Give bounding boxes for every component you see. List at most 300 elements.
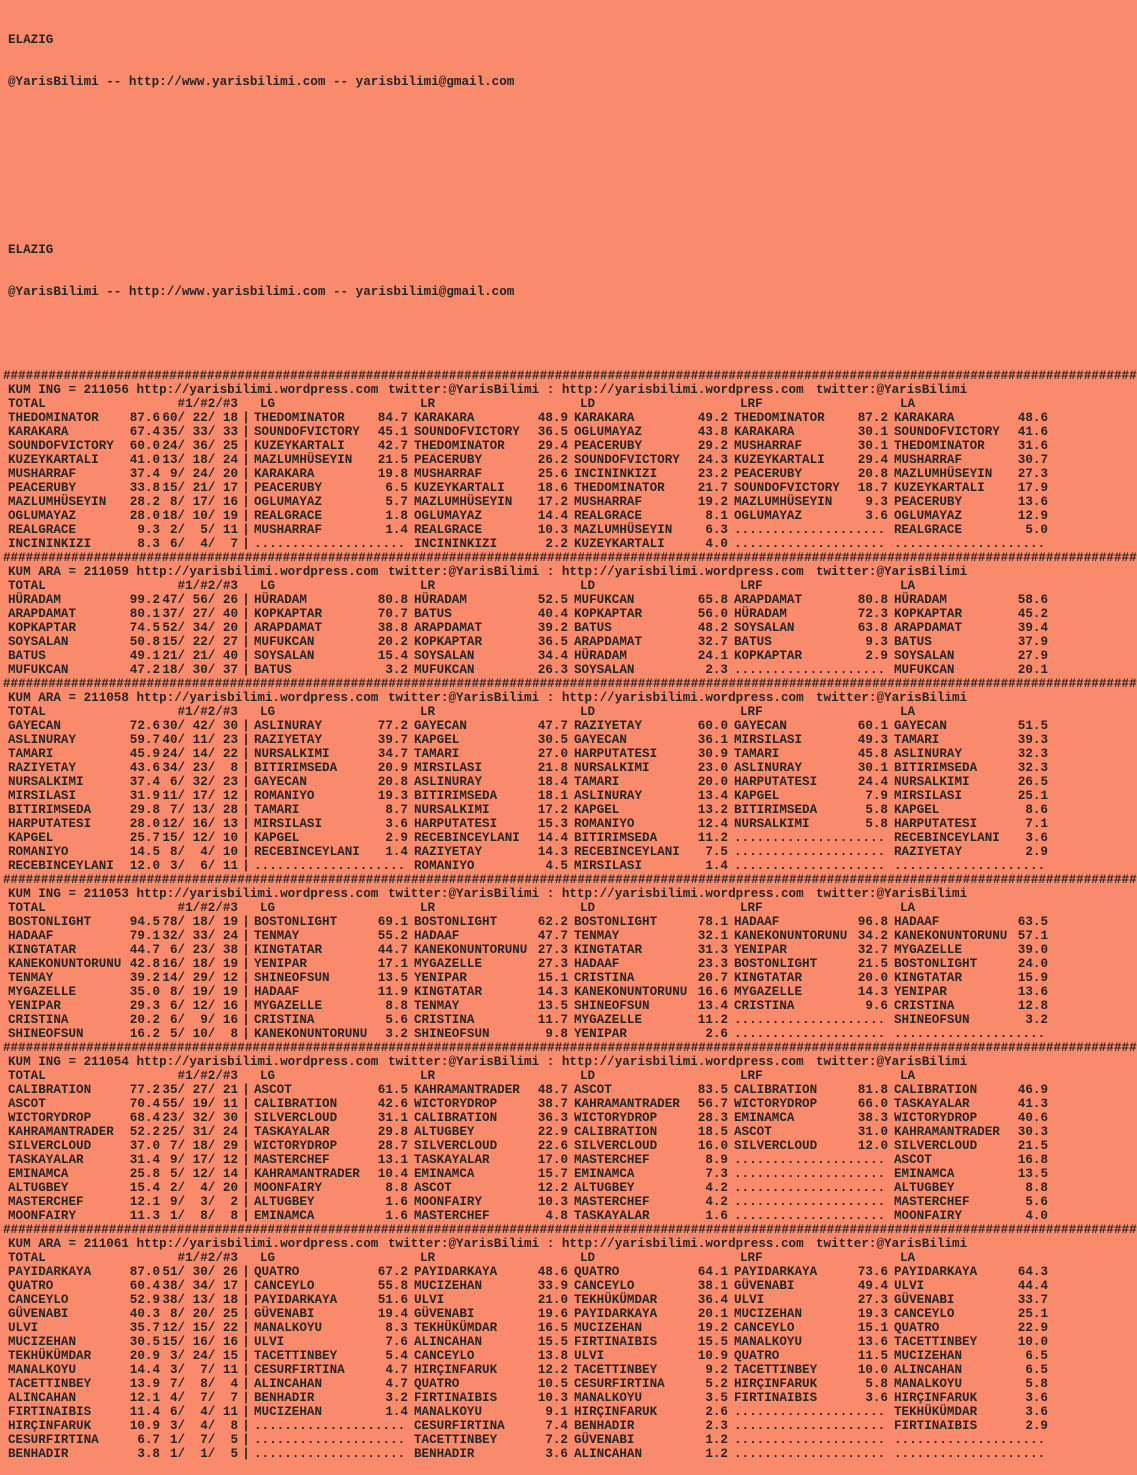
pair-ld [574, 1307, 728, 1321]
column-divider: | [242, 1167, 250, 1181]
pair-la [894, 1153, 1048, 1167]
rank-counts: 1/ 1/ 5 [162, 1447, 238, 1461]
lr-entry-name: CRISTINA [414, 1013, 475, 1027]
total-score: 35.7 [129, 1321, 160, 1335]
pair-lr [414, 1097, 568, 1111]
ld-score: 56.0 [697, 607, 728, 621]
la-score: 22.9 [1017, 1321, 1048, 1335]
lg-entry-name: KINGTATAR [254, 943, 323, 957]
total-score: 43.6 [129, 761, 160, 775]
column-header-row [0, 1251, 1073, 1265]
pair-lr [414, 509, 568, 523]
lrf-entry-name: GAYECAN [734, 719, 787, 733]
table-row [0, 957, 1073, 971]
lr-entry-name: KUZEYKARTALI [414, 481, 505, 495]
lrf-entry-name: MYGAZELLE [734, 985, 803, 999]
pair-ld [574, 761, 728, 775]
pair-lrf [734, 985, 888, 999]
pair-la [894, 719, 1048, 733]
la-entry-name: EMINAMCA [894, 1167, 955, 1181]
pair-lr [414, 1447, 568, 1461]
table-row [0, 817, 1073, 831]
total-score: 40.3 [129, 1307, 160, 1321]
table-row [0, 1013, 1073, 1027]
column-divider: | [242, 1349, 250, 1363]
lrf-entry-name: MAZLUMHÜSEYIN [734, 495, 833, 509]
lg-score: 20.9 [377, 761, 408, 775]
pair-lg [254, 845, 408, 859]
la-score: 39.4 [1017, 621, 1048, 635]
lr-score: 39.2 [537, 621, 568, 635]
col-header-lrf: LRF [740, 397, 763, 411]
pair-ld [574, 831, 728, 845]
lrf-score: 30.1 [857, 439, 888, 453]
empty-entry-dots: .................... [734, 537, 886, 551]
col-header-ranks: #1/#2/#3 [177, 397, 238, 411]
ld-score: 29.2 [697, 439, 728, 453]
col-header-lrf: LRF [740, 1251, 763, 1265]
pair-ld [574, 789, 728, 803]
lr-score: 14.3 [537, 845, 568, 859]
lg-entry-name: THEDOMINATOR [254, 411, 345, 425]
lg-entry-name: HADAAF [254, 985, 300, 999]
column-divider: | [242, 467, 250, 481]
lg-score: 5.4 [385, 1349, 408, 1363]
lr-score: 10.5 [537, 1377, 568, 1391]
pair-la [894, 985, 1048, 999]
table-row [0, 1125, 1073, 1139]
column-divider: | [242, 1391, 250, 1405]
la-score: 44.4 [1017, 1279, 1048, 1293]
rank-counts: 8/ 20/ 25 [162, 1307, 238, 1321]
lrf-entry-name: BITIRIMSEDA [734, 803, 818, 817]
lrf-entry-name: YENIPAR [734, 943, 787, 957]
ld-score: 2.3 [705, 663, 728, 677]
ld-score: 24.1 [697, 649, 728, 663]
table-row [0, 411, 1073, 425]
total-score: 41.0 [129, 453, 160, 467]
table-row [0, 1433, 1073, 1447]
column-divider: | [242, 1419, 250, 1433]
table-row [0, 495, 1073, 509]
pair-ld [574, 663, 728, 677]
la-entry-name: KARAKARA [894, 411, 955, 425]
table-row [0, 831, 1073, 845]
lrf-score: 19.3 [857, 1307, 888, 1321]
la-entry-name: MAZLUMHÜSEYIN [894, 467, 993, 481]
pair-ld [574, 537, 728, 551]
pair-la [894, 831, 1048, 845]
pair-lg [254, 943, 408, 957]
lr-entry-name: HÜRADAM [414, 593, 467, 607]
total-score: 52.9 [129, 1293, 160, 1307]
lr-entry-name: GAYECAN [414, 719, 467, 733]
lg-entry-name: BITIRIMSEDA [254, 761, 338, 775]
la-entry-name: KOPKAPTAR [894, 607, 963, 621]
pair-la [894, 411, 1048, 425]
lr-entry-name: MOONFAIRY [414, 1195, 483, 1209]
lr-score: 26.2 [537, 453, 568, 467]
pair-la [894, 1111, 1048, 1125]
lrf-entry-name: KUZEYKARTALI [734, 453, 825, 467]
entry-name: TAMARI [8, 747, 54, 761]
empty-entry-dots: .................... [894, 1447, 1046, 1461]
pair-lr [414, 1195, 568, 1209]
empty-entry-dots: .................... [894, 537, 1046, 551]
table-row [0, 761, 1073, 775]
total-score: 79.1 [129, 929, 160, 943]
la-score: 26.5 [1017, 775, 1048, 789]
ld-entry-name: TENMAY [574, 929, 620, 943]
la-score: 24.0 [1017, 957, 1048, 971]
column-divider: | [242, 845, 250, 859]
entry-name: BITIRIMSEDA [8, 803, 92, 817]
la-entry-name: CRISTINA [894, 999, 955, 1013]
ld-score: 1.4 [705, 859, 728, 873]
lg-score: 45.1 [377, 425, 408, 439]
lg-entry-name: GAYECAN [254, 775, 307, 789]
total-score: 52.2 [129, 1125, 160, 1139]
lr-score: 47.7 [537, 929, 568, 943]
pair-lg [254, 467, 408, 481]
pair-ld [574, 481, 728, 495]
col-header-lg: LG [260, 705, 276, 719]
entry-name: HADAAF [8, 929, 54, 943]
pair-lg [254, 817, 408, 831]
pair-lrf [734, 425, 888, 439]
ld-score: 19.2 [697, 495, 728, 509]
rank-counts: 23/ 32/ 30 [162, 1111, 238, 1125]
lr-score: 22.6 [537, 1139, 568, 1153]
lr-entry-name: BITIRIMSEDA [414, 789, 498, 803]
la-entry-name: KAPGEL [894, 803, 940, 817]
lrf-entry-name: KANEKONUNTORUNU [734, 929, 848, 943]
twitter-handle-text: twitter:@YarisBilimi [816, 383, 968, 397]
pair-ld [574, 509, 728, 523]
pair-ld [574, 635, 728, 649]
twitter-handle-text: twitter:@YarisBilimi [816, 565, 968, 579]
ld-score: 23.3 [697, 957, 728, 971]
lr-score: 17.2 [537, 803, 568, 817]
ld-entry-name: BOSTONLIGHT [574, 915, 658, 929]
col-header-total: TOTAL [8, 1251, 46, 1265]
pair-ld [574, 803, 728, 817]
empty-entry-dots: .................... [734, 1447, 886, 1461]
ld-entry-name: KAPGEL [574, 803, 620, 817]
location-text: ELAZIG [8, 243, 54, 257]
ld-entry-name: MAZLUMHÜSEYIN [574, 523, 673, 537]
lg-score: 55.2 [377, 929, 408, 943]
total-score: 39.2 [129, 971, 160, 985]
rank-counts: 15/ 21/ 17 [162, 481, 238, 495]
pair-lg [254, 439, 408, 453]
twitter-url-text: twitter:@YarisBilimi : http://yarisbilimi.wordpress.com [388, 1055, 804, 1069]
col-header-ld: LD [580, 1069, 596, 1083]
entry-name: SOYSALAN [8, 635, 69, 649]
lrf-score: 3.6 [865, 509, 888, 523]
la-entry-name: CANCEYLO [894, 1307, 955, 1321]
lg-score: 84.7 [377, 411, 408, 425]
total-score: 8.3 [137, 537, 160, 551]
pair-lr [414, 775, 568, 789]
pair-ld [574, 453, 728, 467]
ld-score: 32.1 [697, 929, 728, 943]
entry-name: TASKAYALAR [8, 1153, 84, 1167]
pair-lr [414, 761, 568, 775]
entry-name: THEDOMINATOR [8, 411, 99, 425]
column-divider: | [242, 1405, 250, 1419]
pair-lr [414, 1083, 568, 1097]
entry-name: KARAKARA [8, 425, 69, 439]
total-score: 29.8 [129, 803, 160, 817]
pair-lg [254, 999, 408, 1013]
column-divider: | [242, 747, 250, 761]
lg-score: 3.2 [385, 1027, 408, 1041]
lg-entry-name: KARAKARA [254, 467, 315, 481]
total-score: 33.8 [129, 481, 160, 495]
ld-score: 8.9 [705, 1153, 728, 1167]
ld-score: 7.3 [705, 1167, 728, 1181]
column-divider: | [242, 1363, 250, 1377]
table-row [0, 1279, 1073, 1293]
rank-counts: 16/ 18/ 19 [162, 957, 238, 971]
lr-score: 38.7 [537, 1097, 568, 1111]
lg-entry-name: SHINEOFSUN [254, 971, 330, 985]
rank-counts: 38/ 13/ 18 [162, 1293, 238, 1307]
la-entry-name: MOONFAIRY [894, 1209, 963, 1223]
ld-score: 78.1 [697, 915, 728, 929]
rank-counts: 9/ 24/ 20 [162, 467, 238, 481]
lrf-score: 5.8 [865, 817, 888, 831]
lr-entry-name: PAYIDARKAYA [414, 1265, 498, 1279]
lrf-score: 5.8 [865, 803, 888, 817]
pair-lr [414, 663, 568, 677]
total-score: 14.4 [129, 1363, 160, 1377]
pair-ld [574, 607, 728, 621]
lr-score: 10.3 [537, 1391, 568, 1405]
lr-entry-name: SOUNDOFVICTORY [414, 425, 520, 439]
section-title: KUM ING = 211053 http://yarisbilimi.wordpress.com [8, 887, 379, 901]
total-score: 45.9 [129, 747, 160, 761]
pair-lr [414, 929, 568, 943]
la-score: 27.3 [1017, 467, 1048, 481]
lrf-entry-name: CALIBRATION [734, 1083, 818, 1097]
table-row [0, 943, 1073, 957]
entry-name: ARAPDAMAT [8, 607, 77, 621]
column-divider: | [242, 1125, 250, 1139]
pair-lg [254, 985, 408, 999]
pair-la [894, 789, 1048, 803]
lrf-entry-name: FIRTINAIBIS [734, 1391, 818, 1405]
la-score: 5.6 [1025, 1195, 1048, 1209]
rank-counts: 30/ 42/ 30 [162, 719, 238, 733]
lr-entry-name: INCININKIZI [414, 537, 498, 551]
la-entry-name: BITIRIMSEDA [894, 761, 978, 775]
entry-name: TENMAY [8, 971, 54, 985]
entry-name: ASCOT [8, 1097, 46, 1111]
pair-lg [254, 789, 408, 803]
empty-entry-dots: .................... [254, 537, 406, 551]
la-score: 37.9 [1017, 635, 1048, 649]
table-row [0, 1181, 1073, 1195]
column-divider: | [242, 1097, 250, 1111]
ld-entry-name: REALGRACE [574, 509, 643, 523]
entry-name: FIRTINAIBIS [8, 1405, 92, 1419]
pair-ld [574, 1363, 728, 1377]
lr-score: 18.6 [537, 481, 568, 495]
pair-lr [414, 957, 568, 971]
column-divider: | [242, 719, 250, 733]
ld-entry-name: TAMARI [574, 775, 620, 789]
la-score: 5.8 [1025, 1377, 1048, 1391]
empty-entry-dots: .................... [734, 859, 886, 873]
table-row [0, 1349, 1073, 1363]
header-divider-space [238, 1069, 254, 1083]
lrf-entry-name: SOYSALAN [734, 621, 795, 635]
twitter-handle-text: twitter:@YarisBilimi [816, 887, 968, 901]
la-score: 25.1 [1017, 1307, 1048, 1321]
lr-score: 27.3 [537, 957, 568, 971]
entry-name: RAZIYETAY [8, 761, 77, 775]
lr-score: 10.3 [537, 1195, 568, 1209]
pair-lg [254, 1013, 408, 1027]
lg-entry-name: MAZLUMHÜSEYIN [254, 453, 353, 467]
ld-entry-name: KUZEYKARTALI [574, 537, 665, 551]
pair-la [894, 999, 1048, 1013]
pair-ld [574, 719, 728, 733]
rank-counts: 24/ 14/ 22 [162, 747, 238, 761]
rank-counts: 6/ 23/ 38 [162, 943, 238, 957]
pair-ld [574, 1027, 728, 1041]
lrf-score: 30.1 [857, 425, 888, 439]
ld-score: 2.3 [705, 1419, 728, 1433]
pair-lrf [734, 1097, 888, 1111]
pair-lrf [734, 999, 888, 1013]
lg-entry-name: CALIBRATION [254, 1097, 338, 1111]
lr-entry-name: SHINEOFSUN [414, 1027, 490, 1041]
pair-lrf [734, 1349, 888, 1363]
pair-lr [414, 831, 568, 845]
entry-name: KAHRAMANTRADER [8, 1125, 114, 1139]
ld-score: 13.4 [697, 789, 728, 803]
rank-counts: 6/ 4/ 11 [162, 1405, 238, 1419]
lrf-score: 12.0 [857, 1139, 888, 1153]
lr-entry-name: TACETTINBEY [414, 1433, 498, 1447]
pair-lr [414, 453, 568, 467]
col-header-la: LA [900, 1251, 916, 1265]
pair-ld [574, 915, 728, 929]
ld-score: 31.3 [697, 943, 728, 957]
lr-entry-name: ULVI [414, 1293, 445, 1307]
rank-counts: 15/ 12/ 10 [162, 831, 238, 845]
entry-name: ROMANIYO [8, 845, 69, 859]
pair-lg [254, 761, 408, 775]
ld-entry-name: ARAPDAMAT [574, 635, 643, 649]
pair-ld [574, 1335, 728, 1349]
pair-lr [414, 635, 568, 649]
lg-score: 55.8 [377, 1279, 408, 1293]
lg-score: 28.7 [377, 1139, 408, 1153]
entry-name: ASLINURAY [8, 733, 77, 747]
entry-name: REALGRACE [8, 523, 77, 537]
lrf-score: 27.3 [857, 1293, 888, 1307]
lg-score: 21.5 [377, 453, 408, 467]
lr-entry-name: KOPKAPTAR [414, 635, 483, 649]
table-row [0, 1405, 1073, 1419]
lr-entry-name: CANCEYLO [414, 1349, 475, 1363]
lg-entry-name: GÜVENABI [254, 1307, 315, 1321]
la-entry-name: TEKHÜKÜMDAR [894, 1405, 978, 1419]
column-divider: | [242, 495, 250, 509]
rank-counts: 32/ 33/ 24 [162, 929, 238, 943]
rank-counts: 3/ 24/ 15 [162, 1349, 238, 1363]
lrf-score: 2.9 [865, 649, 888, 663]
table-row [0, 747, 1073, 761]
entry-name: NURSALKIMI [8, 775, 84, 789]
pair-lrf [734, 803, 888, 817]
pair-ld [574, 1293, 728, 1307]
lr-score: 27.0 [537, 747, 568, 761]
lr-score: 22.9 [537, 1125, 568, 1139]
column-divider: | [242, 957, 250, 971]
pair-lg [254, 425, 408, 439]
pair-lr [414, 1111, 568, 1125]
entry-name: MOONFAIRY [8, 1209, 77, 1223]
lg-score: 80.8 [377, 593, 408, 607]
lr-entry-name: CESURFIRTINA [414, 1419, 505, 1433]
pair-ld [574, 467, 728, 481]
section-separator: ###################################################################################################################################################### [3, 677, 1137, 691]
pair-la [894, 621, 1048, 635]
table-row [0, 1097, 1073, 1111]
la-score: 6.5 [1025, 1363, 1048, 1377]
header-divider-space [238, 901, 254, 915]
total-score: 10.9 [129, 1419, 160, 1433]
rank-counts: 15/ 16/ 16 [162, 1335, 238, 1349]
ld-entry-name: TACETTINBEY [574, 1363, 658, 1377]
pair-lrf [734, 635, 888, 649]
ld-score: 13.2 [697, 803, 728, 817]
rank-counts: 1/ 7/ 5 [162, 1433, 238, 1447]
ld-score: 30.9 [697, 747, 728, 761]
lr-entry-name: MASTERCHEF [414, 1209, 490, 1223]
la-score: 45.2 [1017, 607, 1048, 621]
la-score: 5.0 [1025, 523, 1048, 537]
rank-counts: 4/ 7/ 7 [162, 1391, 238, 1405]
total-score: 77.2 [129, 1083, 160, 1097]
lg-score: 17.1 [377, 957, 408, 971]
pair-ld [574, 1391, 728, 1405]
empty-entry-dots: .................... [734, 523, 886, 537]
ld-entry-name: GAYECAN [574, 733, 627, 747]
total-score: 28.0 [129, 817, 160, 831]
empty-entry-dots: .................... [734, 1181, 886, 1195]
pair-lg [254, 495, 408, 509]
pair-lg [254, 1391, 408, 1405]
column-divider: | [242, 1181, 250, 1195]
entry-name: KINGTATAR [8, 943, 77, 957]
pair-lr [414, 999, 568, 1013]
pair-lr [414, 943, 568, 957]
total-score: 3.8 [137, 1447, 160, 1461]
col-header-ld: LD [580, 397, 596, 411]
lg-entry-name: RECEBINCEYLANI [254, 845, 360, 859]
la-score: 51.5 [1017, 719, 1048, 733]
pair-lrf [734, 957, 888, 971]
la-score: 41.3 [1017, 1097, 1048, 1111]
lrf-entry-name: MIRSILASI [734, 733, 803, 747]
lg-score: 13.5 [377, 971, 408, 985]
